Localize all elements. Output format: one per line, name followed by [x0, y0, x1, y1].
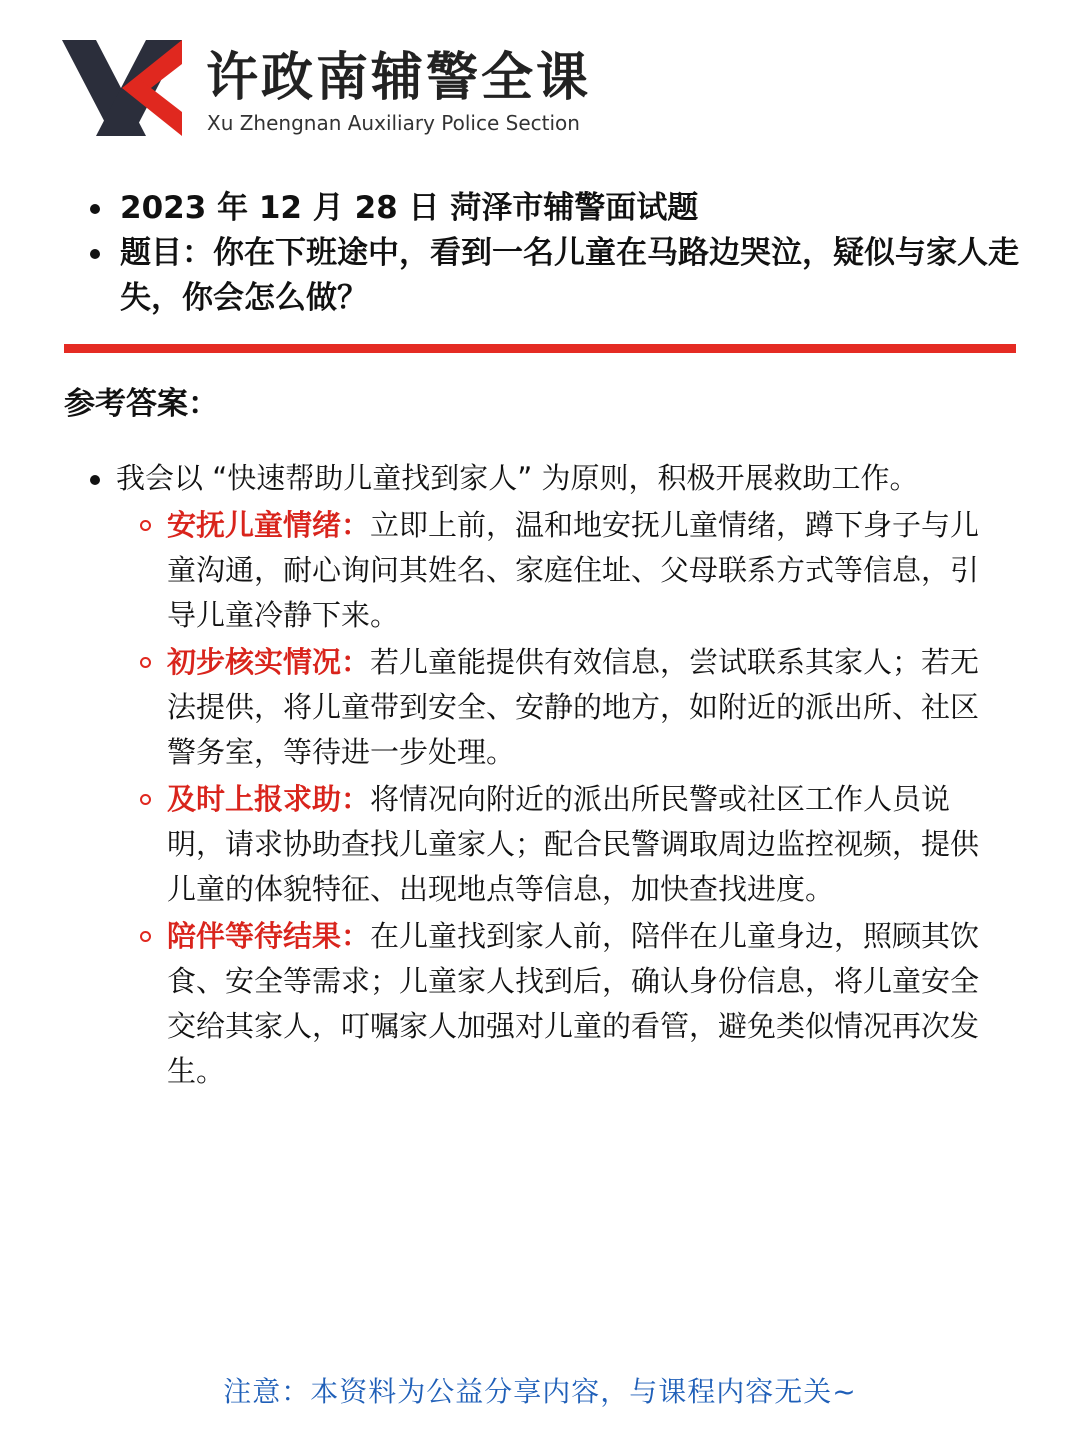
answer-title: 参考答案：	[64, 386, 219, 422]
bullet-dot-icon	[90, 475, 100, 485]
step-text: 若儿童能提供有效信息，尝试联系其家人；若无法提供，将儿童带到安全、安静的地方，如附近的派出所、社区警务室，等待进一步处理。	[167, 645, 980, 769]
answer-step	[140, 914, 990, 1094]
circle-bullet-icon	[140, 520, 151, 531]
answer-step	[140, 640, 990, 775]
step-label: 安抚儿童情绪：	[167, 508, 371, 542]
question-line: 题目：你在下班途中，看到一名儿童在马路边哭泣，疑似与家人走失，你会怎么做？	[120, 235, 1019, 316]
circle-bullet-icon	[140, 931, 151, 942]
circle-bullet-icon	[140, 794, 151, 805]
step-text: 立即上前，温和地安抚儿童情绪，蹲下身子与儿童沟通，耐心询问其姓名、家庭住址、父母联系方式等信息，引导儿童冷静下来。	[167, 508, 980, 632]
date-line-item	[90, 186, 1020, 231]
question-meta	[90, 186, 1020, 321]
answer-intro-item	[90, 456, 990, 501]
step-label: 及时上报求助：	[167, 782, 371, 816]
bullet-dot-icon	[90, 204, 100, 214]
step-label: 陪伴等待结果：	[167, 919, 371, 953]
date-line: 2023 年 12 月 28 日 菏泽市辅警面试题	[120, 190, 699, 226]
brand-header	[62, 40, 622, 140]
red-divider	[64, 344, 1016, 353]
bullet-dot-icon	[90, 249, 100, 259]
question-line-item	[90, 231, 1020, 321]
step-text: 在儿童找到家人前，陪伴在儿童身边，照顾其饮食、安全等需求；儿童家人找到后，确认身份信息，将儿童安全交给其家人，叮嘱家人加强对儿童的看管，避免类似情况再次发生。	[167, 919, 980, 1088]
answer-step	[140, 503, 990, 638]
answer-body	[90, 456, 990, 1096]
step-text: 将情况向附近的派出所民警或社区工作人员说明，请求协助查找儿童家人；配合民警调取周边监控视频，提供儿童的体貌特征、出现地点等信息，加快查找进度。	[167, 782, 980, 906]
answer-step	[140, 777, 990, 912]
step-label: 初步核实情况：	[167, 645, 371, 679]
answer-intro: 我会以 “快速帮助儿童找到家人” 为原则，积极开展救助工作。	[116, 461, 919, 495]
circle-bullet-icon	[140, 657, 151, 668]
brand-name-en: Xu Zhengnan Auxiliary Police Section	[207, 111, 580, 135]
brand-logo-icon	[62, 40, 182, 136]
brand-name-cn: 许政南辅警全课	[206, 48, 592, 108]
answer-steps	[90, 503, 990, 1094]
footer-note: 注意：本资料为公益分享内容，与课程内容无关~	[223, 1375, 857, 1408]
